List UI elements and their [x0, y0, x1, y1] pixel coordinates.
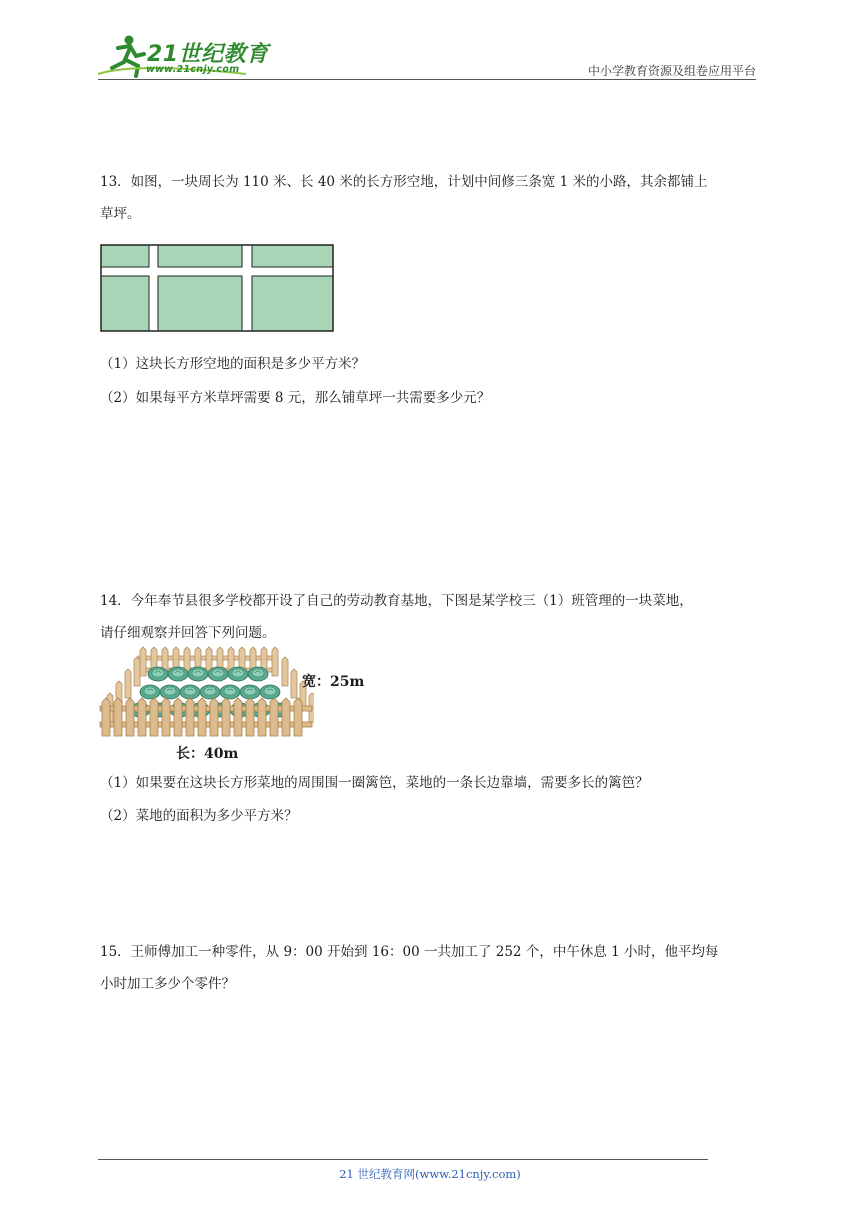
cabbage: [188, 667, 208, 681]
cabbage: [168, 667, 188, 681]
fence-picket: [125, 669, 131, 698]
footer-text: 21 世纪教育网(www.21cnjy.com): [339, 1167, 521, 1181]
question-15: [100, 936, 762, 1000]
cabbage: [148, 667, 168, 681]
question-14-part-2: （2）菜地的面积为多少平方米？: [100, 808, 298, 824]
vegetable-garden-illustration: [98, 646, 314, 738]
fence-picket: [126, 698, 134, 736]
question-13-part-1: （1）这块长方形空地的面积是多少平方米？: [100, 356, 366, 372]
logo-url: www.21cnjy.com: [146, 64, 240, 75]
logo-text: 21世纪教育: [147, 42, 269, 67]
fence-picket: [222, 698, 230, 736]
fence-picket: [246, 698, 254, 736]
lawn-plot: [252, 245, 333, 267]
fence-picket: [150, 698, 158, 736]
fence-picket: [198, 698, 206, 736]
footer-divider: [98, 1159, 708, 1160]
cabbage: [228, 667, 248, 681]
fence-picket: [282, 698, 290, 736]
lawn-plot: [101, 245, 149, 267]
fence-picket: [270, 698, 278, 736]
fence-picket: [294, 698, 302, 736]
question-15-line-1: 15．王师傅加工一种零件，从 9：00 开始到 16：00 一共加工了 252 个，中午休息 1 小时，他平均每: [100, 944, 719, 960]
fence-picket: [134, 657, 140, 686]
lawn-diagram: [100, 244, 334, 332]
fence-picket: [210, 698, 218, 736]
fence-picket: [174, 698, 182, 736]
fence-picket: [138, 698, 146, 736]
fence-picket: [272, 647, 278, 676]
question-14-part-1: （1）如果要在这块长方形菜地的周围围一圈篱笆，菜地的一条长边靠墙，需要多长的篱笆？: [100, 775, 649, 791]
question-13: [100, 166, 762, 230]
cabbage: [248, 667, 268, 681]
question-15-line-2: 小时加工多少个零件？: [100, 976, 235, 992]
cabbage: [140, 685, 160, 699]
fence-picket: [162, 698, 170, 736]
fence-picket: [291, 669, 297, 698]
header-divider: [98, 79, 756, 80]
question-14-line-1: 14．今年奉节县很多学校都开设了自己的劳动教育基地，下图是某学校三（1）班管理的一块菜地，: [100, 593, 693, 609]
lawn-plot: [252, 276, 333, 331]
cabbage: [160, 685, 180, 699]
garden-width-label: 宽：25m: [302, 674, 365, 690]
question-13-line-2: 草坪。: [100, 206, 141, 222]
question-13-part-2: （2）如果每平方米草坪需要 8 元，那么铺草坪一共需要多少元？: [100, 390, 491, 406]
garden-length-label: 长：40m: [176, 746, 239, 762]
cabbage: [200, 685, 220, 699]
cabbage: [208, 667, 228, 681]
fence-picket: [186, 698, 194, 736]
platform-title: 中小学教育资源及组卷应用平台: [587, 64, 756, 78]
fence-picket: [282, 657, 288, 686]
fence-picket: [234, 698, 242, 736]
question-14-line-2: 请仔细观察并回答下列问题。: [100, 625, 276, 641]
fence-picket: [114, 698, 122, 736]
lawn-plot: [158, 276, 242, 331]
lawn-plot: [101, 276, 149, 331]
question-13-line-1: 13．如图，一块周长为 110 米、长 40 米的长方形空地，计划中间修三条宽 1 米的小路，其余都铺上: [100, 174, 708, 190]
cabbage: [180, 685, 200, 699]
cabbage: [260, 685, 280, 699]
fence-picket: [258, 698, 266, 736]
lawn-plot: [158, 245, 242, 267]
cabbage: [240, 685, 260, 699]
question-14: [100, 585, 762, 649]
fence-picket: [102, 698, 110, 736]
cabbage: [220, 685, 240, 699]
fence-picket: [140, 647, 146, 676]
